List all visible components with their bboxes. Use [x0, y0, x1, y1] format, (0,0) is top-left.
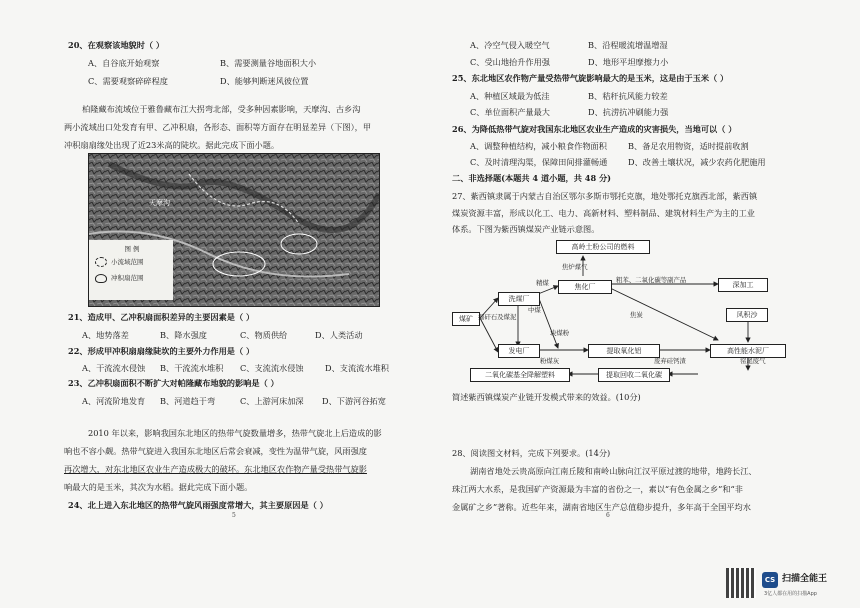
label-byproducts: 粗苯、二氧化碳等副产品: [616, 276, 687, 284]
q27-intro-line1: 27、紫西镇隶属于内蒙古自治区鄂尔多斯市鄂托克旗，地处鄂托克旗西北部，紫西镇: [452, 191, 758, 201]
q26-stem: 26、为降低热带气旋对我国东北地区农业生产造成的灾害损失，当地可以（ ）: [452, 124, 737, 134]
deep-processing-box: 深加工: [718, 278, 768, 292]
brand-name: 扫描全能王: [782, 574, 828, 584]
q23-option-d: D、下游河谷拓宽: [322, 396, 386, 406]
q22-option-c: C、支流流水侵蚀: [240, 363, 304, 373]
q20-stem: 20、在观察该地貌时（ ）: [68, 40, 165, 50]
q25-option-d: D、抗涝抗冲刷能力强: [588, 107, 669, 117]
label-coal-lump: 块煤粉: [550, 329, 570, 337]
q27-task: 简述紫西镇煤炭产业链开发模式带来的效益。(10分): [452, 392, 641, 402]
scanner-watermark: [726, 568, 846, 600]
q25-option-c: C、单位面积产量最大: [470, 107, 550, 117]
cs-badge-icon: CS: [762, 572, 778, 588]
q25-option-a: A、种植区域最为低洼: [470, 91, 550, 101]
q20-option-b: B、需要测量谷地面积大小: [220, 58, 317, 68]
label-slag: 废弃硅钙渣: [654, 357, 686, 365]
coking-plant-box: 焦化厂: [558, 280, 612, 294]
q21-stem: 21、造成甲、乙冲积扇面积差异的主要因素是（ ）: [68, 312, 255, 322]
q21-option-a: A、地势落差: [82, 330, 129, 340]
q22-option-b: B、干流流水堆积: [160, 363, 224, 373]
label-gangue: 掘矸石及煤泥: [478, 313, 517, 321]
q25-option-b: B、秸秆抗风能力较差: [588, 91, 668, 101]
q24-option-c: C、受山地抬升作用强: [470, 57, 550, 67]
q23-option-a: A、河流阶地发育: [82, 396, 146, 406]
label-flue-gas: 窑尾废气: [740, 357, 766, 365]
wash-plant-box: 洗煤厂: [498, 292, 540, 306]
q26-option-d: D、改善土壤状况，减少农药化肥施用: [628, 157, 766, 167]
passage2-line3: 再次增大，对东北地区农业生产造成极大的破坏。东北地区农作物产量受热带气旋影: [64, 464, 367, 474]
alumina-box: 提取氧化铝: [588, 344, 660, 358]
q23-option-c: C、上游河床加深: [240, 396, 304, 406]
q22-option-d: D、支流流水堆积: [325, 363, 389, 373]
label-coke: 焦炭: [630, 311, 643, 319]
q26-option-c: C、及时清理沟渠，保障田间排灌畅通: [470, 157, 608, 167]
q23-option-b: B、河道趋于弯: [160, 396, 216, 406]
q21-option-c: C、物质供给: [240, 330, 288, 340]
co2-recovery-box: 提取回收二氧化碳: [598, 368, 670, 382]
q22-stem: 22、形成甲冲积扇扇缘陡坎的主要外力作用是（ ）: [68, 346, 255, 356]
coal-mine-box: 煤矿: [452, 312, 480, 326]
passage2-line1: 2010 年以来，影响我国东北地区的热带气旋数量增多，热带气旋北上后造成的影: [88, 428, 382, 438]
q27-intro-line3: 体系。下图为紫西镇煤炭产业链示意图。: [452, 224, 600, 234]
passage2-line4: 响最大的是玉米，其次为水稻。据此完成下面小题。: [64, 482, 253, 492]
q26-option-b: B、备足农用物资，适时提前收割: [628, 141, 749, 151]
q24-option-b: B、沿程暖流增温增湿: [588, 40, 668, 50]
co2-plastic-box: 二氧化碳基全降解塑料: [470, 368, 570, 382]
page-number-right: 6: [606, 512, 610, 519]
label-fly-ash: 粉煤灰: [540, 357, 560, 365]
passage1-line1: 柏隆藏布流域位于雅鲁藏布江大拐弯北部，受多种因素影响，天摩沟、古乡沟: [82, 104, 361, 114]
q21-option-b: B、降水强度: [160, 330, 207, 340]
q20-option-a: A、自谷底开始观察: [88, 58, 160, 68]
q24-option-a: A、冷空气侵入暖空气: [470, 40, 550, 50]
label-middling: 中煤: [528, 306, 541, 314]
legend-title: 图 例: [124, 245, 140, 253]
cement-plant-box: 高性能水泥厂: [710, 344, 786, 358]
passage1-line3: 冲积扇扇缘处出现了近23米高的陡坎。据此完成下面小题。: [64, 140, 280, 150]
q28-text-line2: 珠江两大水系，是我国矿产资源最为丰富的省份之一，素以“有色金属之乡”和“非: [452, 484, 743, 494]
q28-stem: 28、阅读图文材料，完成下列要求。(14分): [452, 448, 611, 458]
q24-stem: 24、北上进入东北地区的热带气旋风雨强度常增大，其主要原因是（ ）: [68, 500, 328, 510]
map-place-label: 天摩沟: [149, 199, 170, 207]
q28-text-line1: 湖南省地处云贵高原向江南丘陵和南岭山脉向江汉平原过渡的地带，地跨长江、: [470, 466, 757, 476]
q24-option-d: D、地形平坦摩擦力小: [588, 57, 669, 67]
wind-sand-box: 风积沙: [726, 308, 768, 322]
q22-option-a: A、干流流水侵蚀: [82, 363, 146, 373]
left-page: [60, 0, 400, 608]
q20-option-c: C、需要观察碎碎程度: [88, 76, 168, 86]
passage2-line2: 响也不容小觑。热带气旋进入我国东北地区后常会衰减，变性为温带气旋，风雨强度: [64, 446, 367, 456]
legend-item-fan: 冲积扇范围: [111, 274, 144, 282]
q27-intro-line2: 煤炭资源丰富，形成以化工、电力、高新材料、塑料制品、建筑材料生产为主的工业: [452, 208, 755, 218]
q25-stem: 25、东北地区农作物产量受热带气旋影响最大的是玉米，这是由于玉米（ ）: [452, 73, 729, 83]
label-coke-gas: 焦炉煤气: [562, 263, 588, 271]
passage1-line2: 两小流域出口处发育有甲、乙冲积扇，各形态、面积等方面存在明显差异（下图），甲: [64, 122, 372, 132]
legend-item-basin: 小流域范围: [111, 258, 144, 266]
q21-option-d: D、人类活动: [315, 330, 363, 340]
right-page: [448, 0, 793, 608]
q26-option-a: A、调整种植结构，减小粮食作物面积: [470, 141, 607, 151]
dashed-circle-icon: [95, 257, 107, 267]
label-fine-coal: 精煤: [536, 279, 549, 287]
q20-option-d: D、能够判断迷风彼位置: [220, 76, 309, 86]
power-plant-box: 发电厂: [498, 344, 540, 358]
section-title: 二、非选择题(本题共 4 道小题，共 48 分): [452, 173, 612, 183]
alluvial-fan-map: [88, 153, 380, 307]
top-fuel-box: 高岭土粉公司的燃料: [556, 240, 650, 254]
qr-code-icon: [726, 568, 756, 598]
q23-stem: 23、乙冲积扇面积不断扩大对帕隆藏布地貌的影响是（ ）: [68, 378, 279, 388]
page-number-left: 5: [232, 512, 236, 519]
q28-text-line3: 金属矿之乡”著称。近些年来，湖南省地区生产总值稳步提升，多年高于全国平均水: [452, 502, 751, 512]
brand-tagline: 3亿人都在用的扫描App: [764, 591, 817, 597]
map-legend: [89, 240, 173, 300]
fan-shape-icon: [95, 274, 107, 283]
